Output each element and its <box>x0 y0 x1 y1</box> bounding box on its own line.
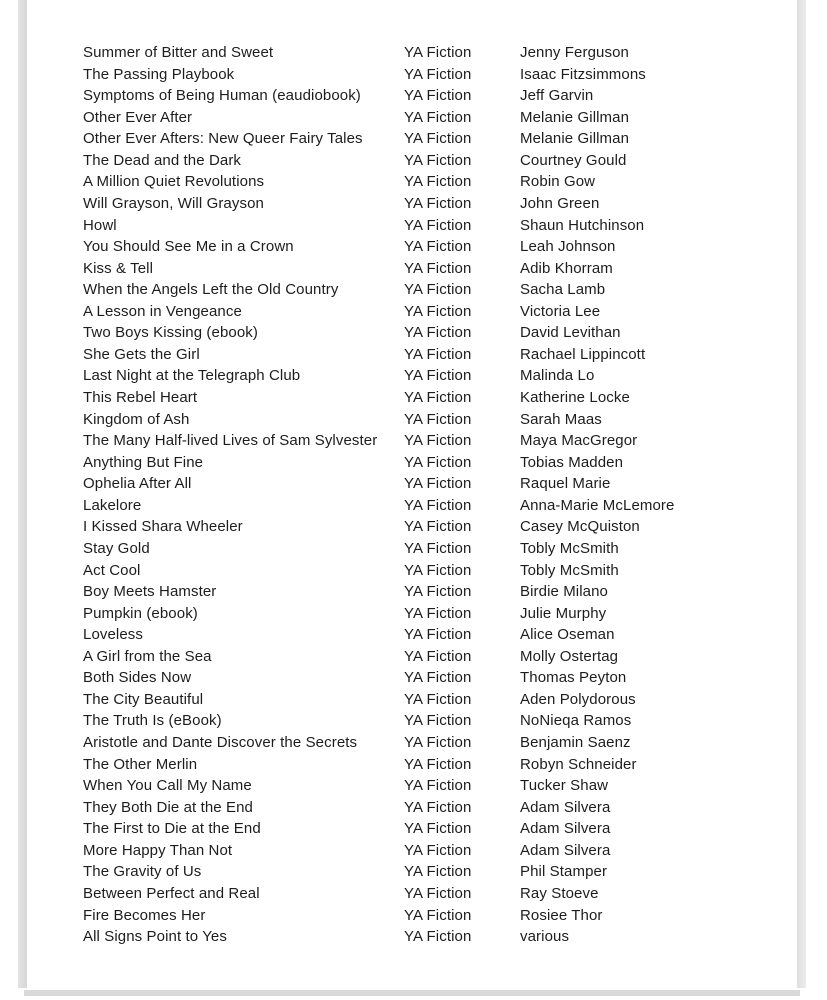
author-cell: Raquel Marie <box>520 475 611 493</box>
table-row <box>83 387 674 409</box>
category-cell: YA Fiction <box>404 453 472 471</box>
category-cell: YA Fiction <box>404 734 472 751</box>
table-row <box>83 667 674 689</box>
table-row <box>83 883 674 905</box>
author-cell: Tobias Madden <box>520 453 624 471</box>
book-title-cell: Howl <box>83 216 117 234</box>
book-title-cell: Two Boys Kissing (ebook) <box>83 324 258 342</box>
book-title-cell: The Many Half-lived Lives of Sam Sylvester <box>83 432 378 450</box>
table-row <box>83 775 674 797</box>
author-cell: Adam Silvera <box>520 798 611 816</box>
author-cell: Ray Stoeve <box>520 884 599 902</box>
table-row <box>83 128 674 150</box>
book-title-cell: The First to Die at the End <box>83 820 261 838</box>
book-title-cell: Lakelore <box>83 496 142 514</box>
book-title-cell: Both Sides Now <box>83 669 192 687</box>
category-cell: YA Fiction <box>404 841 472 859</box>
book-title-cell: The Truth Is (eBook) <box>83 712 222 730</box>
author-cell: Molly Ostertag <box>520 647 619 665</box>
table-row <box>83 689 674 711</box>
table-row <box>83 64 674 86</box>
book-title-cell: A Lesson in Vengeance <box>83 302 242 320</box>
table-row <box>83 560 674 582</box>
category-cell: YA Fiction <box>404 216 472 234</box>
author-cell: Katherine Locke <box>520 389 630 406</box>
book-title-cell: Symptoms of Being Human (eaudiobook) <box>83 87 361 105</box>
category-cell: YA Fiction <box>404 626 472 644</box>
author-cell: John Green <box>520 194 600 212</box>
book-title-cell: A Girl from the Sea <box>83 647 212 665</box>
table-row <box>83 344 674 366</box>
category-cell: YA Fiction <box>404 173 472 191</box>
author-cell: Leah Johnson <box>520 238 616 256</box>
book-title-cell: Summer of Bitter and Sweet <box>83 44 274 61</box>
table-row <box>83 905 674 927</box>
page-edge-left <box>18 0 27 988</box>
table-row <box>83 150 674 172</box>
author-cell: Maya MacGregor <box>520 432 638 450</box>
book-title-cell: Last Night at the Telegraph Club <box>83 367 301 385</box>
author-cell: Jeff Garvin <box>520 87 594 105</box>
author-cell: Birdie Milano <box>520 583 609 601</box>
author-cell: various <box>520 928 570 946</box>
table-row <box>83 732 674 754</box>
table-row <box>83 430 674 452</box>
table-row <box>83 409 674 431</box>
category-cell: YA Fiction <box>404 302 472 320</box>
table-row <box>83 581 674 603</box>
book-title-cell: Between Perfect and Real <box>83 884 260 902</box>
author-cell: Adam Silvera <box>520 841 611 859</box>
author-cell: Casey McQuiston <box>520 518 640 536</box>
author-cell: Tobly McSmith <box>520 539 619 557</box>
author-cell: Robin Gow <box>520 173 596 191</box>
author-cell: Robyn Schneider <box>520 755 637 773</box>
category-cell: YA Fiction <box>404 820 472 838</box>
category-cell: YA Fiction <box>404 259 472 277</box>
book-title-cell: Pumpkin (ebook) <box>83 604 198 622</box>
category-cell: YA Fiction <box>404 367 472 385</box>
book-title-cell: Loveless <box>83 626 144 644</box>
book-title-cell: Aristotle and Dante Discover the Secrets <box>83 734 358 751</box>
category-cell: YA Fiction <box>404 238 472 256</box>
table-row <box>83 818 674 840</box>
table-row <box>83 322 674 344</box>
category-cell: YA Fiction <box>404 410 472 428</box>
category-cell: YA Fiction <box>404 87 472 105</box>
table-row <box>83 495 674 517</box>
table-row <box>83 797 674 819</box>
author-cell: Tobly McSmith <box>520 561 619 579</box>
category-cell: YA Fiction <box>404 108 472 126</box>
table-row <box>83 279 674 301</box>
category-cell: YA Fiction <box>404 345 472 363</box>
author-cell: Shaun Hutchinson <box>520 216 645 234</box>
category-cell: YA Fiction <box>404 669 472 687</box>
category-cell: YA Fiction <box>404 539 472 557</box>
category-cell: YA Fiction <box>404 798 472 816</box>
category-cell: YA Fiction <box>404 432 472 450</box>
book-title-cell: Fire Becomes Her <box>83 906 206 924</box>
book-title-cell: Other Ever After <box>83 108 193 126</box>
author-cell: Malinda Lo <box>520 367 595 385</box>
author-cell: Melanie Gillman <box>520 108 630 126</box>
category-cell: YA Fiction <box>404 130 472 148</box>
table-row <box>83 926 674 948</box>
author-cell: Julie Murphy <box>520 604 607 622</box>
category-cell: YA Fiction <box>404 475 472 493</box>
book-title-cell: You Should See Me in a Crown <box>83 238 294 256</box>
table-row <box>83 107 674 129</box>
author-cell: David Levithan <box>520 324 621 342</box>
table-row <box>83 516 674 538</box>
table-row <box>83 861 674 883</box>
table-row <box>83 624 674 646</box>
book-title-cell: The Passing Playbook <box>83 65 235 83</box>
book-title-cell: When the Angels Left the Old Country <box>83 281 339 299</box>
book-title-cell: The City Beautiful <box>83 690 204 708</box>
category-cell: YA Fiction <box>404 389 472 406</box>
category-cell: YA Fiction <box>404 647 472 665</box>
table-row <box>83 473 674 495</box>
category-cell: YA Fiction <box>404 884 472 902</box>
author-cell: Phil Stamper <box>520 863 608 881</box>
author-cell: Thomas Peyton <box>520 669 627 687</box>
category-cell: YA Fiction <box>404 324 472 342</box>
table-row <box>83 85 674 107</box>
author-cell: Sarah Maas <box>520 410 602 428</box>
author-cell: Adib Khorram <box>520 259 613 277</box>
author-cell: Aden Polydorous <box>520 690 636 708</box>
book-title-cell: More Happy Than Not <box>83 841 233 859</box>
table-row <box>83 710 674 732</box>
book-title-cell: Stay Gold <box>83 539 150 557</box>
table-row <box>83 646 674 668</box>
book-title-cell: The Other Merlin <box>83 755 198 773</box>
book-title-cell: All Signs Point to Yes <box>83 928 227 946</box>
author-cell: Benjamin Saenz <box>520 734 631 751</box>
author-cell: NoNieqa Ramos <box>520 712 632 730</box>
category-cell: YA Fiction <box>404 712 472 730</box>
table-row <box>83 258 674 280</box>
book-title-cell: The Gravity of Us <box>83 863 202 881</box>
table-row <box>83 42 674 64</box>
table-row <box>83 193 674 215</box>
book-title-cell: This Rebel Heart <box>83 389 198 406</box>
book-title-cell: She Gets the Girl <box>83 345 200 363</box>
table-row <box>83 452 674 474</box>
author-cell: Rachael Lippincott <box>520 345 646 363</box>
table-row <box>83 538 674 560</box>
category-cell: YA Fiction <box>404 755 472 773</box>
author-cell: Rosiee Thor <box>520 906 603 924</box>
category-cell: YA Fiction <box>404 928 472 946</box>
author-cell: Adam Silvera <box>520 820 611 838</box>
book-list <box>83 42 674 948</box>
category-cell: YA Fiction <box>404 690 472 708</box>
book-title-cell: Kingdom of Ash <box>83 410 190 428</box>
table-row <box>83 754 674 776</box>
book-title-cell: They Both Die at the End <box>83 798 253 816</box>
book-title-cell: When You Call My Name <box>83 777 252 795</box>
book-title-cell: Act Cool <box>83 561 141 579</box>
category-cell: YA Fiction <box>404 583 472 601</box>
category-cell: YA Fiction <box>404 604 472 622</box>
category-cell: YA Fiction <box>404 777 472 795</box>
table-row <box>83 840 674 862</box>
table-row <box>83 171 674 193</box>
page-edge-bottom <box>24 990 800 996</box>
author-cell: Courtney Gould <box>520 151 627 169</box>
author-cell: Anna-Marie McLemore <box>520 496 675 514</box>
book-title-cell: Anything But Fine <box>83 453 204 471</box>
table-row <box>83 365 674 387</box>
category-cell: YA Fiction <box>404 44 472 61</box>
book-title-cell: The Dead and the Dark <box>83 151 242 169</box>
book-title-cell: A Million Quiet Revolutions <box>83 173 265 191</box>
category-cell: YA Fiction <box>404 906 472 924</box>
category-cell: YA Fiction <box>404 151 472 169</box>
author-cell: Sacha Lamb <box>520 281 606 299</box>
category-cell: YA Fiction <box>404 518 472 536</box>
page-edge-right <box>797 0 806 988</box>
book-title-cell: Boy Meets Hamster <box>83 583 217 601</box>
author-cell: Tucker Shaw <box>520 777 609 795</box>
author-cell: Alice Oseman <box>520 626 615 644</box>
author-cell: Victoria Lee <box>520 302 601 320</box>
book-title-cell: Ophelia After All <box>83 475 192 493</box>
category-cell: YA Fiction <box>404 561 472 579</box>
author-cell: Melanie Gillman <box>520 130 630 148</box>
book-title-cell: I Kissed Shara Wheeler <box>83 518 243 536</box>
category-cell: YA Fiction <box>404 496 472 514</box>
author-cell: Jenny Ferguson <box>520 44 629 61</box>
category-cell: YA Fiction <box>404 281 472 299</box>
book-title-cell: Kiss & Tell <box>83 259 154 277</box>
category-cell: YA Fiction <box>404 65 472 83</box>
author-cell: Isaac Fitzsimmons <box>520 65 646 83</box>
book-title-cell: Will Grayson, Will Grayson <box>83 194 264 212</box>
table-row <box>83 236 674 258</box>
table-row <box>83 603 674 625</box>
category-cell: YA Fiction <box>404 194 472 212</box>
category-cell: YA Fiction <box>404 863 472 881</box>
table-row <box>83 215 674 237</box>
book-title-cell: Other Ever Afters: New Queer Fairy Tales <box>83 130 363 148</box>
table-row <box>83 301 674 323</box>
